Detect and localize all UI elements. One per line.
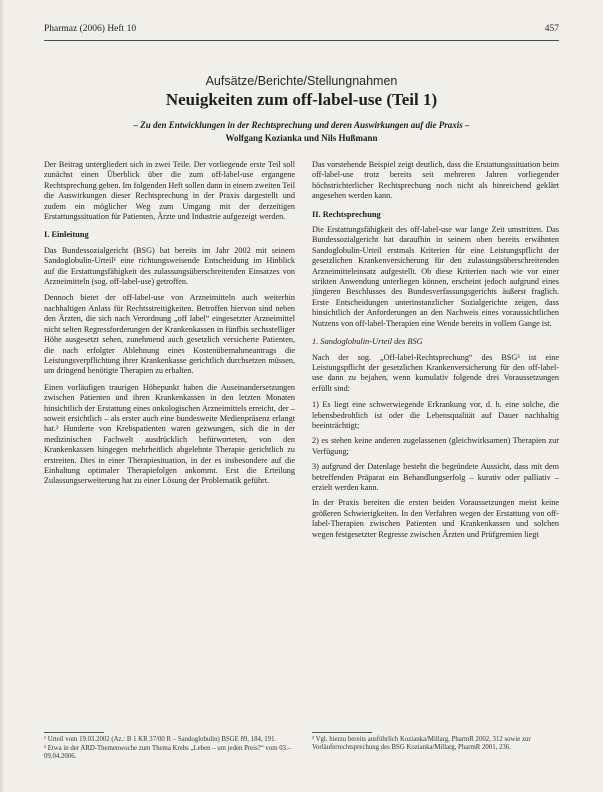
left-column (44, 160, 295, 493)
heading-sandoglobulin: 1. Sandoglobulin-Urteil des BSG (312, 337, 423, 347)
footnote: ¹ Urteil vom 19.03.2002 (Az.: B 1 KR 37/00 R – Sandoglobulin) BSGE 89, 184, 191. (44, 736, 277, 743)
page-number: 457 (544, 24, 559, 34)
footnotes-right (312, 736, 559, 753)
running-head (44, 24, 559, 38)
list-item: 2) es stehen keine anderen zugelassenen (gleichwirksamen) Therapien zur Verfügung; (312, 436, 559, 456)
heading-einleitung: I. Einleitung (44, 230, 89, 240)
heading-rechtsprechung: II. Rechtsprechung (312, 209, 381, 219)
footnote: ² Etwa in der ARD-Themenwoche zum Thema Krebs „Leben – um jeden Preis?“ vom 03.–09.04.2006. (44, 745, 292, 760)
article-title: Neuigkeiten zum off-label-use (Teil 1) (165, 90, 438, 109)
page-edge-shadow (0, 0, 4, 792)
footnotes-left (44, 736, 295, 762)
paragraph: Nach der sog. „Off-label-Rechtsprechung“ des BSG³ ist eine Leistungspflicht der gesetzlichen Krankenversicherung für den off-label-use dann zu bejahen, wenn kumulativ folgende drei Voraussetzungen erfüllt sind: (312, 352, 559, 393)
section-label: Aufsätze/Berichte/Stellungnahmen (205, 74, 398, 88)
paragraph: Das Bundessozialgericht (BSG) hat bereits im Jahr 2002 mit seinem Sandoglobulin-Urteil¹ eine richtungsweisende Entscheidung im Hinblick auf die Erstattungsfähigkeit des zulassungsüberschreitenden Einsatzes von Arzneimitteln (sog. off-label-use) getroffen. (44, 245, 295, 287)
article-authors: Wolfgang Kozianka und Nils Hußmann (225, 133, 378, 143)
list-item: 1) Es liegt eine schwerwiegende Erkrankung vor, d. h. eine solche, die lebensbedrohlich ist oder die Lebensqualität auf Dauer nachhaltig beeinträchtigt; (312, 400, 559, 430)
footnote-rule-right (312, 732, 372, 733)
paragraph: Die Erstattungsfähigkeit des off-label-use war lange Zeit umstritten. Das Bundessozialgericht hat daraufhin in seinem oben bereits erwähnten Sandoglobulin-Urteil erstmals Kriterien für eine Leistungspflicht der gesetzlichen Krankenversicherung für den zulassungsüberschreitenden Arzneimitteleinsatz aufgestellt. Ob diese Kriterien nach wie vor einer strikten Anwendung unterliegen können, erscheint jedoch aufgrund eines jüngeren Beschlusses des Bundesverfassungsgerichts äußerst fraglich. Erste Entscheidungen unterinstanzlicher Sozialgerichte zeigen, dass hinsichtlich der Anforderungen an den Nachweis eines voraussichtlichen Nutzens von off-label-Therapien eine Wende bereits in vollem Gange ist. (312, 225, 559, 328)
footnote: ³ Vgl. hierzu bereits ausführlich Kozianka/Millarg, PharmR 2002, 312 sowie zur Vorläuferrechtsprechung des BSG Kozianka/Millarg, PharmR 2001, 236. (312, 736, 531, 751)
right-column (312, 160, 559, 546)
header-rule (44, 40, 559, 41)
footnote-rule-left (44, 732, 104, 733)
intro-paragraph: Der Beitrag untergliedert sich in zwei Teile. Der vorliegende erste Teil soll zunächst einen Überblick über die zum off-label-use ergangene Rechtsprechung geben. Im folgenden Heft sollen dann in einem zweiten Teil die Auswirkungen dieser Rechtsprechung in der Praxis dargestellt und zudem ein möglicher Weg zum Umgang mit der derzeitigen Erstattungssituation für Patienten, Ärzte und Industrie aufgezeigt werden. (44, 160, 295, 222)
paragraph: Das vorstehende Beispiel zeigt deutlich, dass die Erstattungssituation beim off-label-use trotz bereits seit mehreren Jahren vorliegender höchstrichterlicher Rechtsprechung noch nicht als hinreichend geklärt angesehen werden kann. (312, 160, 559, 201)
article-subtitle: – Zu den Entwicklungen in der Rechtsprechung und deren Auswirkungen auf die Praxis – (133, 120, 470, 130)
criteria-list (312, 400, 559, 493)
journal-issue: Pharmaz (2006) Heft 10 (44, 24, 137, 34)
paragraph: In der Praxis bereiten die ersten beiden Voraussetzungen meist keine größeren Schwierigkeiten. In den Verfahren wegen der Erstattung von off-label-Therapien zwischen Patienten und Krankenkassen und solchen wegen festgesetzter Regresse zwischen Ärzten und Prüfgremien liegt (312, 498, 559, 539)
list-item: 3) aufgrund der Datenlage besteht die begründete Aussicht, dass mit dem betreffenden Präparat ein Behandlungserfolg – kurativ oder palliativ – erzielt werden kann. (312, 462, 559, 492)
paragraph: Einen vorläufigen traurigen Höhepunkt haben die Auseinandersetzungen zwischen Patienten und ihren Krankenkassen in den letzten Monaten hinsichtlich der Erstattung eines onkologischen Arzneimittels erreicht, der – soweit ersichtlich – als erster auch eine bundesweite Medienpräsenz erlangt hat.² Hunderte von Krebspatienten waren gezwungen, sich die in der medizinischen Fachwelt ausdrücklich befürworteten, von den Krankenkassen hingegen mehrheitlich abgelehnte Therapie gerichtlich zu erstreiten. Dies in einer Therapiesituation, in der es insbesondere auf die Einhaltung optimaler Therapiefolgen ankommt. Erst die Erteilung Zulassungserweiterung hat zu einer Lösung der Problematik geführt. (44, 382, 295, 486)
paragraph: Dennoch bietet der off-label-use von Arzneimitteln auch weiterhin nachhaltigen Anlass für Rechtsstreitigkeiten. Betroffen hiervon sind neben den Ärzten, die sich nach Verordnung „off label“ eingesetzter Arzneimittel nicht selten Regressforderungen der Krankenkassen in fünfbis sechsstelliger Höhe ausgesetzt sehen, zunehmend auch gesetzlich versicherte Patienten, die nach erfolgter Ablehnung eines Kostenübernahmeantrags die Leistungsverpflichtung ihrer Krankenkasse gerichtlich durchsetzen müssen, um dringend benötigte Therapien zu erhalten. (44, 293, 295, 376)
